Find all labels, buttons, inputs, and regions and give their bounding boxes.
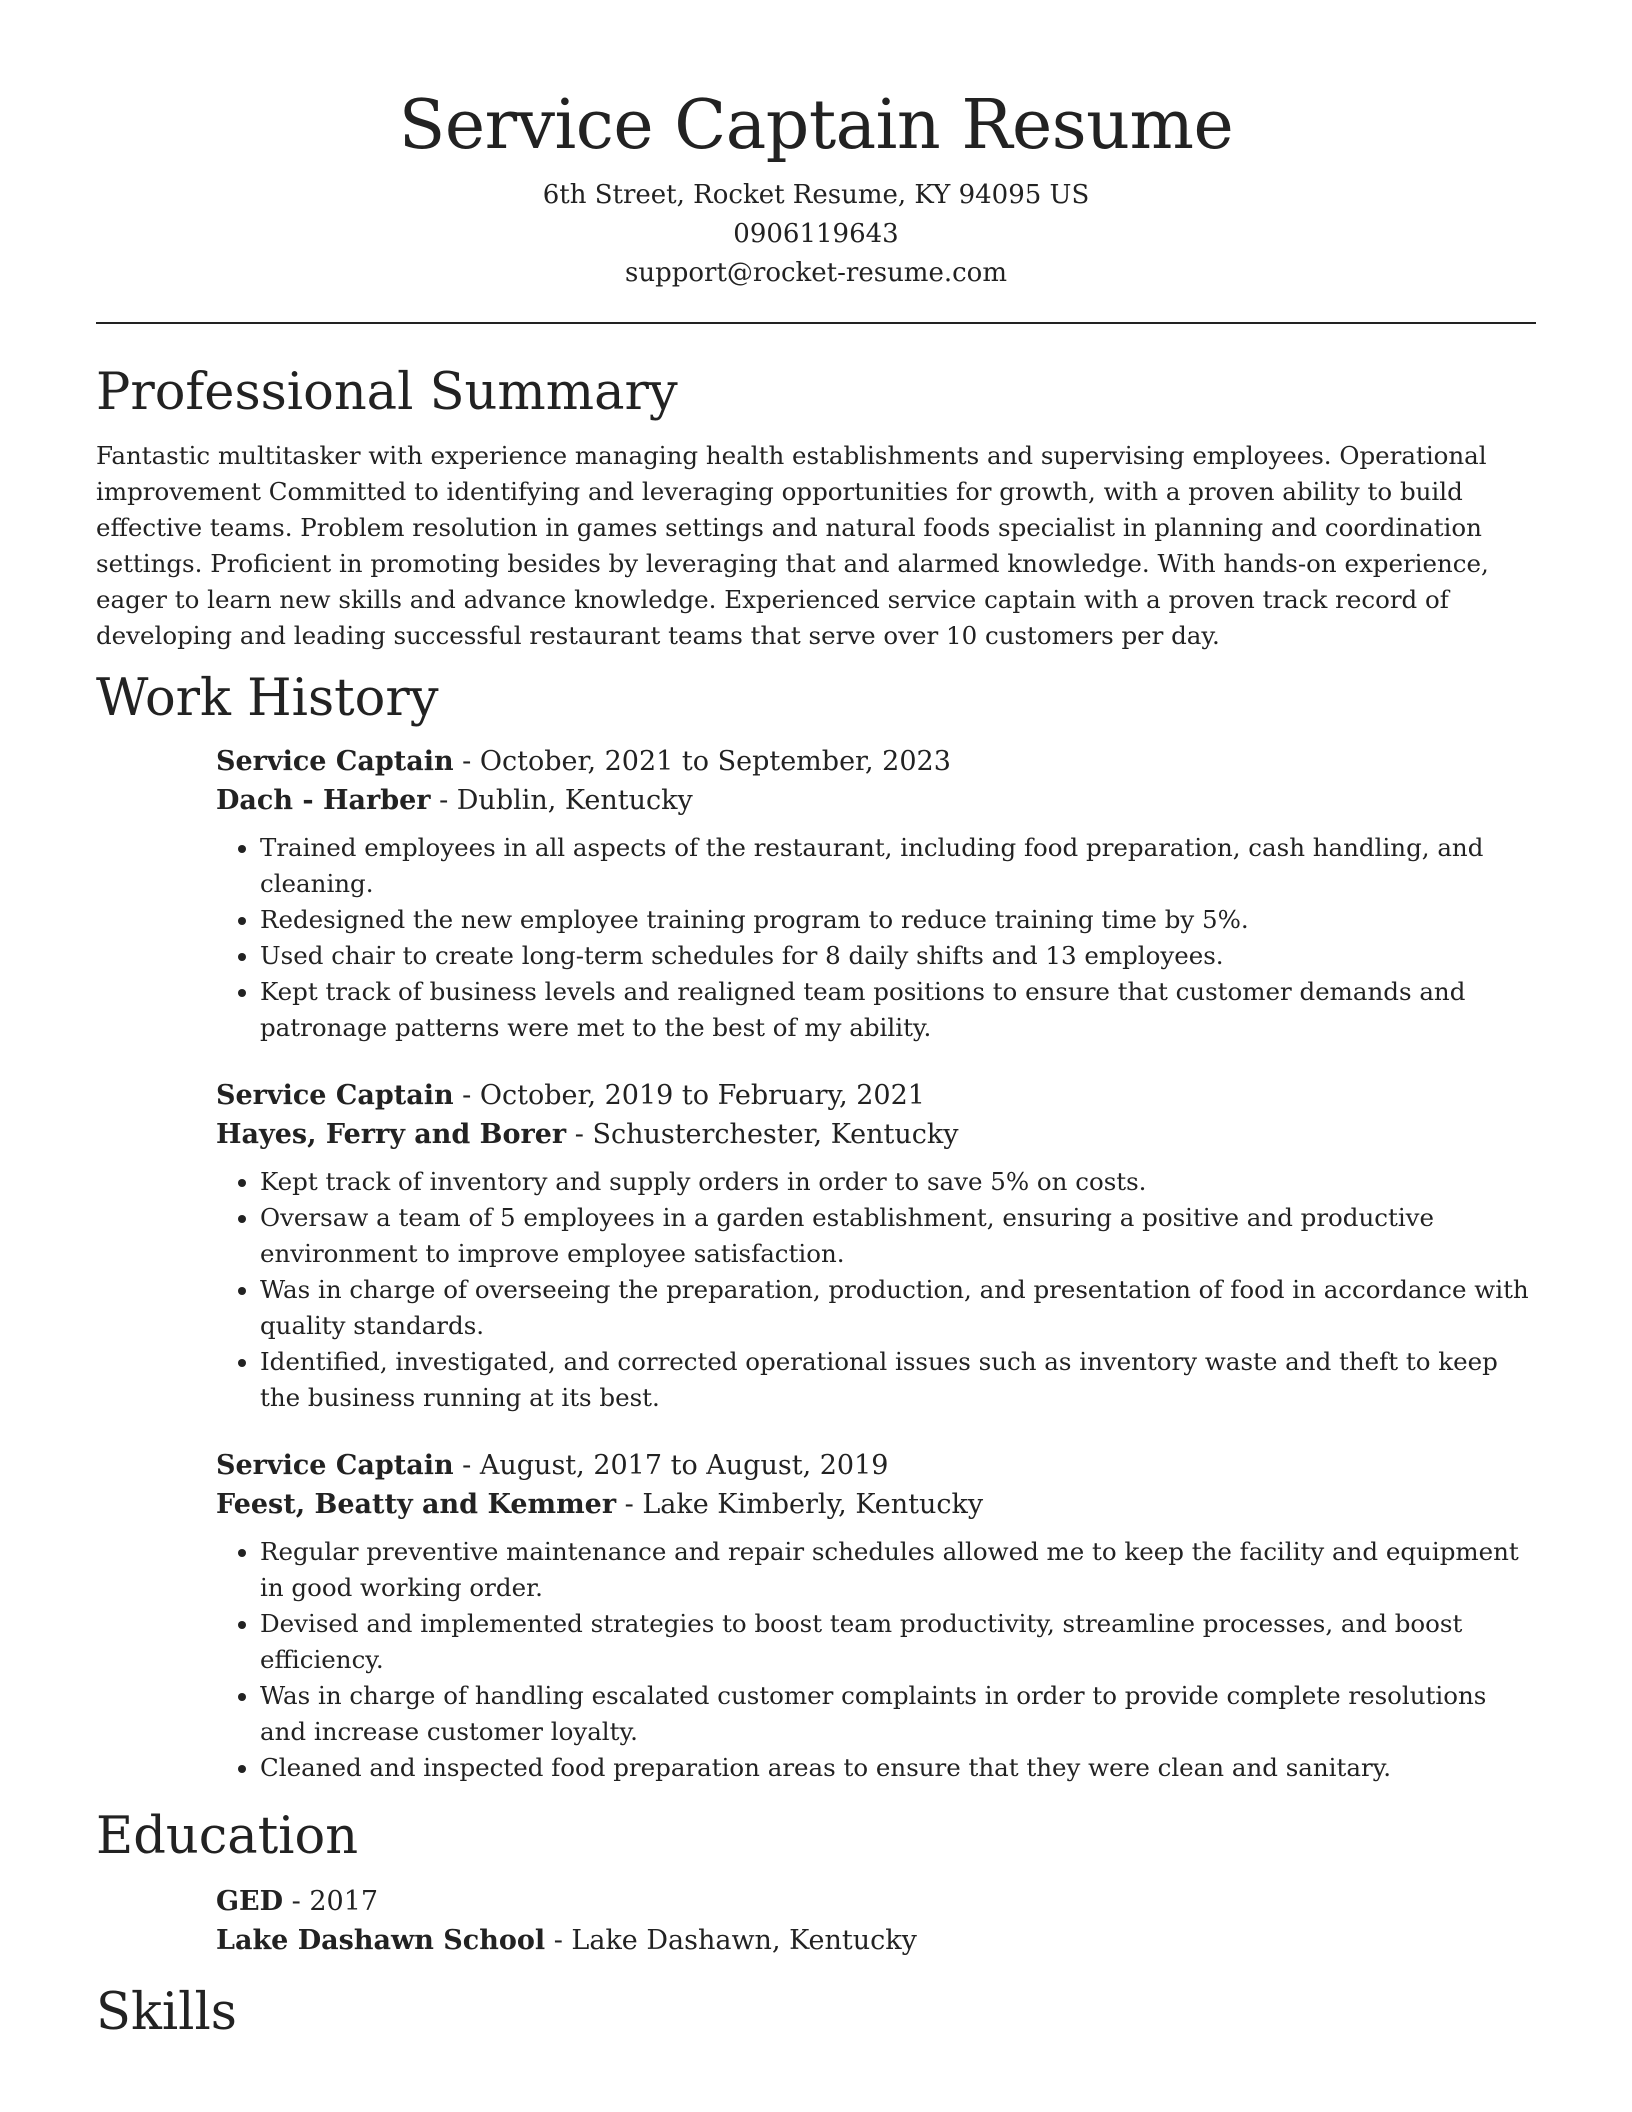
job-location: - Schusterchester, Kentucky: [566, 1119, 959, 1150]
job-bullet: • Cleaned and inspected food preparation areas to ensure that they were clean and sanitary.: [260, 1750, 1536, 1786]
job-title-line: [216, 1446, 1536, 1485]
school-line: [216, 1921, 1536, 1960]
job-bullet: • Used chair to create long-term schedules for 8 daily shifts and 13 employees.: [260, 938, 1536, 974]
contact-email: support@rocket-resume.com: [624, 258, 1007, 288]
resume-page: [96, 0, 1536, 2044]
job-company: Hayes, Ferry and Borer: [216, 1119, 567, 1150]
degree-year: - 2017: [283, 1886, 379, 1917]
job-bullet: • Trained employees in all aspects of the restaurant, including food preparation, cash handling, and cleaning.: [260, 830, 1536, 902]
job-dates: - October, 2021 to September, 2023: [453, 746, 951, 777]
job-bullets: [96, 1164, 1536, 1416]
school-name: Lake Dashawn School: [216, 1925, 546, 1956]
job-entry: [216, 1076, 1536, 1416]
job-bullet: • Kept track of business levels and realigned team positions to ensure that customer demands and patronage patterns were met to the best of my ability.: [260, 974, 1536, 1046]
job-bullet: • Regular preventive maintenance and repair schedules allowed me to keep the facility and equipment in good working order.: [260, 1534, 1536, 1606]
job-bullet: • Oversaw a team of 5 employees in a garden establishment, ensuring a positive and productive environment to improve employee satisfaction.: [260, 1200, 1536, 1272]
job-bullet: • Was in charge of handling escalated customer complaints in order to provide complete resolutions and increase customer loyalty.: [260, 1678, 1536, 1750]
job-bullet: • Redesigned the new employee training program to reduce training time by 5%.: [260, 902, 1536, 938]
job-title: Service Captain: [216, 1450, 454, 1481]
education-entry: [216, 1882, 1536, 1960]
job-entry: [216, 1446, 1536, 1786]
degree-line: [216, 1882, 1536, 1921]
summary-text: Fantastic multitasker with experience managing health establishments and supervising employees. Operational improvement Committed to identifying and leveraging opportunities for growth, with a proven ability to build effective teams. Problem resolution in games settings and natural foods specialist in planning and coordination settings. Proficient in promoting besides by leveraging that and alarmed knowledge. With hands-on experience, eager to learn new skills and advance knowledge. Experienced service captain with a proven track record of developing and leading successful restaurant teams that serve over 10 customers per day.: [96, 441, 1489, 650]
job-location: - Lake Kimberly, Kentucky: [616, 1489, 984, 1520]
degree: GED: [216, 1886, 284, 1917]
resume-title: Service Captain Resume: [398, 86, 1234, 165]
job-bullets: [96, 830, 1536, 1046]
summary-heading: Professional Summary: [96, 363, 678, 422]
job-company-line: [216, 1115, 1536, 1154]
job-location: - Dublin, Kentucky: [430, 785, 693, 816]
job-bullet: • Devised and implemented strategies to boost team productivity, streamline processes, and boost efficiency.: [260, 1606, 1536, 1678]
job-title-line: [216, 742, 1536, 781]
job-title: Service Captain: [216, 1080, 454, 1111]
job-bullets: [96, 1534, 1536, 1786]
job-bullet: • Kept track of inventory and supply orders in order to save 5% on costs.: [260, 1164, 1536, 1200]
work-history-heading: Work History: [96, 669, 439, 728]
education-heading: Education: [96, 1807, 359, 1866]
contact-block: [96, 176, 1536, 293]
contact-address: 6th Street, Rocket Resume, KY 94095 US: [542, 180, 1090, 210]
job-company-line: [216, 1485, 1536, 1524]
job-dates: - October, 2019 to February, 2021: [453, 1080, 925, 1111]
job-company: Feest, Beatty and Kemmer: [216, 1489, 617, 1520]
job-company: Dach - Harber: [216, 785, 431, 816]
job-bullet: • Identified, investigated, and corrected operational issues such as inventory waste and theft to keep the business running at its best.: [260, 1344, 1536, 1416]
job-title-line: [216, 1076, 1536, 1115]
job-entry: [216, 742, 1536, 1046]
contact-phone: 0906119643: [733, 219, 899, 249]
skills-heading: Skills: [96, 1983, 237, 2042]
job-company-line: [216, 781, 1536, 820]
job-bullet: • Was in charge of overseeing the preparation, production, and presentation of food in accordance with quality standards.: [260, 1272, 1536, 1344]
school-location: - Lake Dashawn, Kentucky: [545, 1925, 917, 1956]
job-dates: - August, 2017 to August, 2019: [453, 1450, 889, 1481]
job-title: Service Captain: [216, 746, 454, 777]
header-divider: [96, 322, 1536, 324]
